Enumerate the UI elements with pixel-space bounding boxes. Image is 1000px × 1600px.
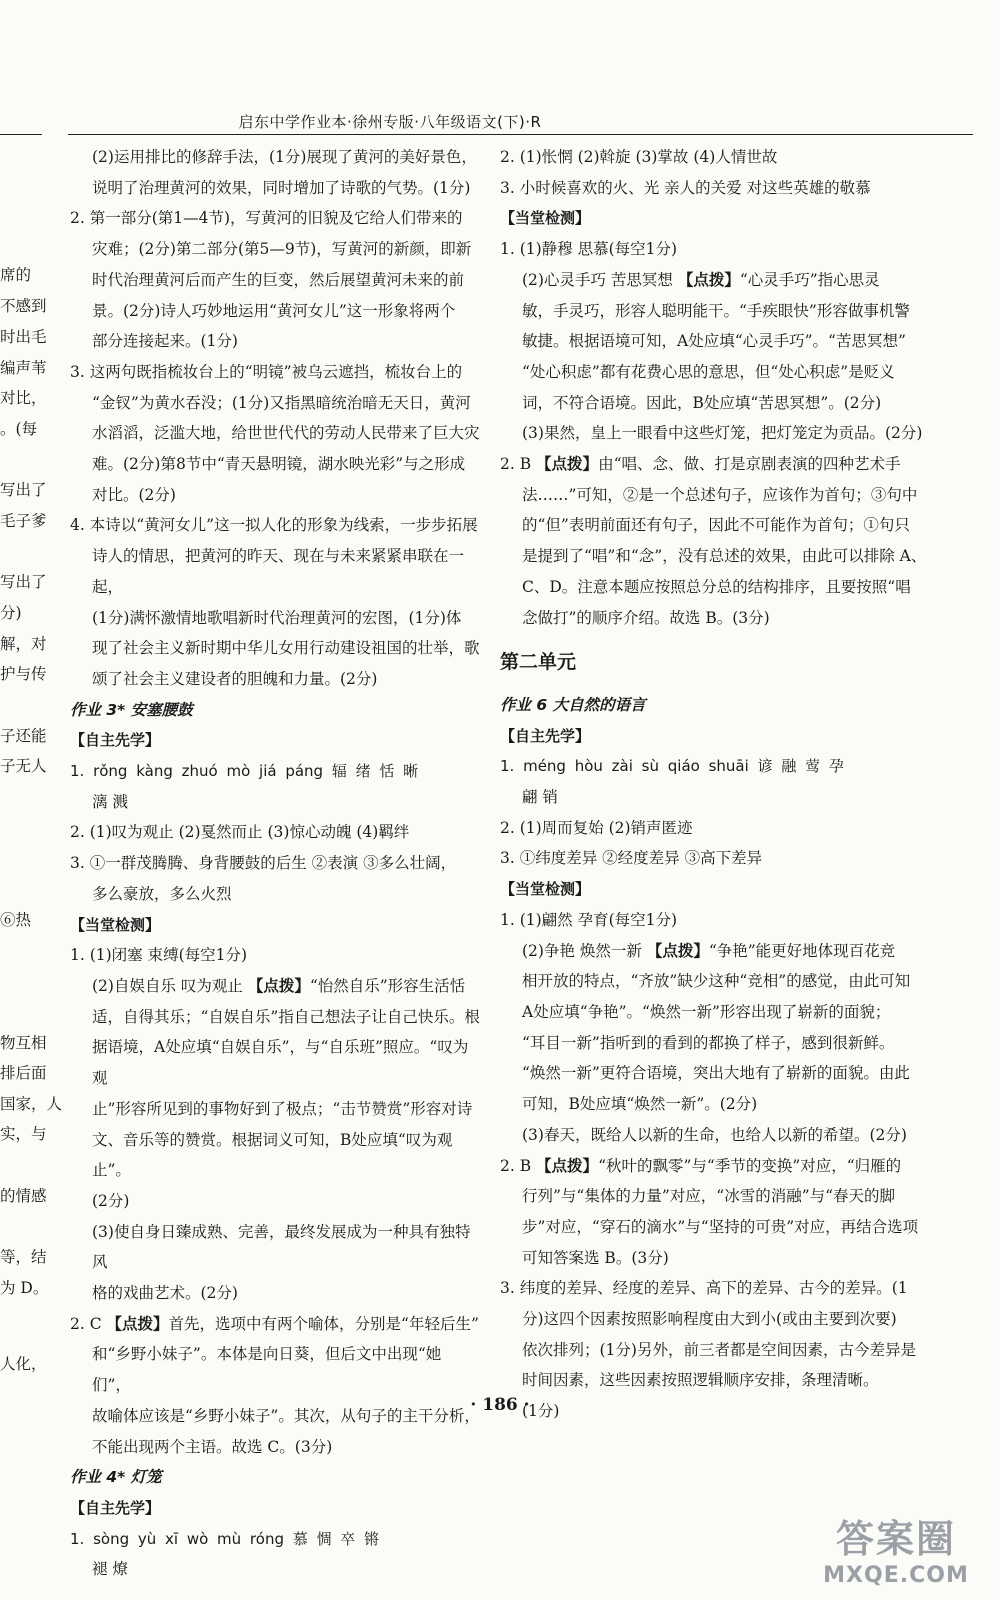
edge-fragment: 子无人 (0, 757, 47, 775)
page-header: 启东中学作业本·徐州专版·八年级语文(下)·R (238, 113, 542, 131)
tip-label: 【点拨】 (677, 270, 740, 289)
section-heading: 【当堂检测】 (500, 209, 591, 228)
section-heading: 【自主先学】 (500, 726, 591, 745)
answer-line: 和“乡野小妹子”。本体是向日葵，但后文中出现“她们”， (92, 1345, 442, 1395)
edge-fragment: 写出了 (0, 481, 47, 499)
edge-fragment: ⑥热 (0, 911, 32, 929)
answer-line: (1分) (522, 1402, 560, 1421)
answer-line: 3. ①一群茂腾腾、身背腰鼓的后生 ②表演 ③多么壮阔， (70, 854, 457, 873)
edge-fragment: 的情感 (0, 1187, 47, 1205)
answer-line: 部分连接起来。(1分) (92, 332, 238, 351)
tip-label: 【点拨】 (247, 976, 310, 995)
right-column (500, 142, 975, 1427)
answer-line: 可知答案选 B。(3分) (522, 1248, 669, 1267)
answer-line: 4. 本诗以“黄河女儿”这一拟人化的形象为线索，一步步拓展 (70, 516, 478, 535)
answer-line: 是提到了“唱”和“念”，没有总述的效果，由此可以排除 A、 (522, 547, 927, 566)
edge-fragment: 物互相 (0, 1034, 47, 1052)
answer-line: 的“但”表明前面还有句子，因此不可能作为首句；①句只 (522, 516, 910, 535)
answer-text: 2. B (500, 1156, 537, 1175)
answer-line: 格的戏曲艺术。(2分) (92, 1284, 238, 1303)
edge-fragment: 对比， (0, 389, 47, 407)
answer-text: 首先，选项中有两个喻体，分别是“年轻后生” (168, 1314, 479, 1333)
answer-text: “怡然自乐”形容生活恬 (309, 976, 466, 995)
answer-line: 行列”与“集体的力量”对应，“冰雪的消融”与“春天的脚 (522, 1187, 896, 1206)
answer-line: 1. (1)静穆 思慕(每空1分) (500, 240, 678, 259)
answer-line: 对比。(2分) (92, 485, 176, 504)
watermark-logo (816, 1508, 976, 1588)
watermark-text: 答案圈 (835, 1517, 956, 1561)
edge-fragment: 护与传 (0, 665, 47, 683)
edge-fragment: 国家，人 (0, 1095, 63, 1113)
answer-line: 分)这四个因素按照影响程度由大到小(或由主要到次要) (522, 1310, 897, 1329)
answer-line: “金钗”为黄水吞没；(1分)又指黑暗统治暗无天日，黄河 (92, 393, 471, 412)
answer-line: 3. 这两句既指梳妆台上的“明镜”被乌云遮挡，梳妆台上的 (70, 362, 463, 381)
answer-line: 颂了社会主义建设者的胆魄和力量。(2分) (92, 669, 378, 688)
answer-text: (2)争艳 焕然一新 (522, 941, 647, 960)
answer-line: 景。(2分)诗人巧妙地运用“黄河女儿”这一形象将两个 (92, 301, 456, 320)
answer-text: (2)自娱自乐 叹为观止 (92, 976, 248, 995)
edge-fragment: 排后面 (0, 1064, 47, 1082)
answer-text: (2)心灵手巧 苦思冥想 (522, 270, 678, 289)
answer-line: 时代治理黄河后而产生的巨变，然后展望黄河未来的前 (92, 270, 465, 289)
answer-line: (3)春天，既给人以新的生命，也给人以新的希望。(2分) (522, 1125, 907, 1144)
assignment-heading: 作业 4* 灯笼 (70, 1468, 162, 1487)
answer-line: 文、音乐等的赞赏。根据词义可知，B处应填“叹为观止”。 (92, 1130, 453, 1180)
answer-line: 褪 燎 (92, 1560, 128, 1579)
answer-line: 2. (1)周而复始 (2)销声匿迹 (500, 818, 693, 837)
answer-line: “处心积虑”都有花费心思的意思，但“处心积虑”是贬义 (522, 362, 895, 381)
answer-line: 漓 溅 (92, 792, 128, 811)
tip-label: 【点拨】 (536, 455, 599, 474)
answer-line: 故喻体应该是“乡野小妹子”。其次，从句子的主干分析， (92, 1406, 480, 1425)
edge-fragment: 实，与 (0, 1125, 47, 1143)
answer-line (500, 449, 975, 480)
page-number: · 186 · (470, 1395, 530, 1415)
answer-line: 水滔滔，泛滥大地，给世世代代的劳动人民带来了巨大灾 (92, 424, 480, 443)
answer-line (500, 265, 975, 296)
edge-fragment: 。(每 (0, 420, 38, 438)
answer-line: 敏捷。根据语境可知，A处应填“心灵手巧”。“苦思冥想” (522, 332, 906, 351)
answer-line: 2. (1)叹为观止 (2)戛然而止 (3)惊心动魄 (4)羁绊 (70, 823, 410, 842)
answer-text: “争艳”能更好地体现百花竞 (708, 941, 896, 960)
answer-text: 2. B (500, 455, 537, 474)
answer-line: 依次排列；(1分)另外，前三者都是空间因素，古今差异是 (522, 1340, 916, 1359)
tip-label: 【点拨】 (106, 1314, 169, 1333)
answer-line: 3. 小时候喜欢的火、光 亲人的关爱 对这些英雄的敬慕 (500, 178, 871, 197)
edge-fragment: 子还能 (0, 727, 47, 745)
answer-line: 灾难；(2分)第二部分(第5—9节)，写黄河的新颜，即新 (92, 240, 472, 259)
header-rule-left (0, 134, 42, 135)
edge-fragment: 时出毛 (0, 328, 47, 346)
answer-text: “秋叶的飘零”与“季节的变换”对应，“归雁的 (598, 1156, 902, 1175)
edge-fragment: 写出了 (0, 573, 47, 591)
answer-line: 止”形容所见到的事物好到了极点；“击节赞赏”形容对诗 (92, 1099, 473, 1118)
answer-line (70, 1309, 480, 1340)
edge-fragment: 不感到 (0, 297, 47, 315)
edge-fragment: 为 D。 (0, 1279, 49, 1297)
answer-text: 2. C (70, 1314, 107, 1333)
answer-line: 现了社会主义新时期中华儿女用行动建设祖国的壮举，歌 (92, 639, 480, 658)
header-rule (68, 134, 973, 135)
answer-line: 相开放的特点，“齐放”缺少这种“竞相”的感觉，由此可知 (522, 972, 911, 991)
edge-fragment: 等，结 (0, 1248, 47, 1266)
edge-fragment: 人化， (0, 1355, 47, 1373)
answer-line: 据语境，A处应填“自娱自乐”，与“自乐班”照应。“叹为观 (92, 1038, 469, 1088)
tip-label: 【点拨】 (646, 941, 709, 960)
answer-line: 1. (1)闭塞 束缚(每空1分) (70, 946, 248, 965)
answer-line: (2)运用排比的修辞手法，(1分)展现了黄河的美好景色， (92, 148, 477, 166)
answer-line: 不能出现两个主语。故选 C。(3分) (92, 1437, 333, 1456)
section-heading: 【当堂检测】 (70, 915, 161, 934)
edge-fragment: 解，对 (0, 635, 47, 653)
answer-line: 2. 第一部分(第1—4节)，写黄河的旧貌及它给人们带来的 (70, 209, 463, 228)
answer-line: 3. 纬度的差异、经度的差异、高下的差异、古今的差异。(1 (500, 1279, 908, 1298)
answer-text: 由“唱、念、做、打是京剧表演的四种艺术手 (598, 455, 901, 474)
answer-line: “耳目一新”指听到的看到的都换了样子，感到很新鲜。 (522, 1033, 895, 1052)
left-column (70, 142, 480, 1585)
answer-line: 敏，手灵巧，形容人聪明能干。“手疾眼快”形容做事机警 (522, 301, 910, 320)
section-heading: 【自主先学】 (70, 1498, 161, 1517)
answer-line: 步”对应，“穿石的滴水”与“坚持的可贵”对应，再结合选项 (522, 1217, 919, 1236)
answer-line (500, 1151, 975, 1182)
assignment-heading: 作业 6 大自然的语言 (500, 695, 646, 714)
answer-text: “心灵手巧”指心思灵 (739, 270, 880, 289)
answer-line: 3. ①纬度差异 ②经度差异 ③高下差异 (500, 849, 763, 868)
answer-line: “焕然一新”更符合语境，突出大地有了崭新的面貌。由此 (522, 1064, 910, 1083)
answer-line: 可知，B处应填“焕然一新”。(2分) (522, 1095, 758, 1114)
answer-line: (1分)满怀激情地歌唱新时代治理黄河的宏图，(1分)体 (92, 608, 462, 627)
answer-line: 翩 销 (522, 788, 558, 807)
unit-heading: 第二单元 (500, 651, 577, 674)
answer-line: 1. sòng yù xī wò mù róng 慕 惆 卒 锵 (70, 1529, 380, 1548)
answer-line: 念做打”的顺序介绍。故选 B。(3分) (522, 608, 770, 627)
answer-line (70, 971, 480, 1002)
tip-label: 【点拨】 (536, 1156, 599, 1175)
answer-line: (2分) (92, 1191, 130, 1210)
answer-line: 说明了治理黄河的效果，同时增加了诗歌的气势。(1分) (92, 178, 471, 197)
answer-line: 词，不符合语境。因此，B处应填“苦思冥想”。(2分) (522, 393, 882, 412)
edge-fragment: 分) (0, 604, 22, 622)
section-heading: 【当堂检测】 (500, 880, 591, 899)
answer-line: C、D。注意本题应按照总分总的结构排序，且要按照“唱 (522, 577, 911, 596)
answer-line: (3)使自身日臻成熟、完善，最终发展成为一种具有独特风 (92, 1222, 471, 1272)
edge-fragment: 毛子爹 (0, 512, 47, 530)
answer-line: A处应填“争艳”。“焕然一新”形容出现了崭新的面貌； (522, 1002, 891, 1021)
edge-fragment: 席的 (0, 266, 32, 284)
answer-line: 1. méng hòu zài sù qiáo shuāi 谚 融 莺 孕 (500, 757, 844, 776)
answer-line: (3)果然，皇上一眼看中这些灯笼，把灯笼定为贡品。(2分) (522, 424, 923, 443)
answer-line (500, 936, 975, 967)
edge-fragment: 编声苇 (0, 359, 47, 377)
answer-line: 诗人的情思，把黄河的昨天、现在与未来紧紧串联在一起， (92, 547, 465, 596)
section-heading: 【自主先学】 (70, 731, 161, 750)
answer-line: 时间因素，这些因素按照逻辑顺序安排，条理清晰。 (522, 1371, 879, 1390)
answer-line: 适，自得其乐；“自娱自乐”指自己想法子让自己快乐。根 (92, 1007, 480, 1026)
answer-line: 1. rǒng kàng zhuó mò jiá páng 辐 绪 恬 晰 (70, 762, 419, 781)
answer-line: 多么豪放，多么火烈 (92, 884, 232, 903)
assignment-heading: 作业 3* 安塞腰鼓 (70, 700, 193, 719)
watermark-url: MXQE.COM (823, 1563, 969, 1588)
answer-line: 法……”可知，②是一个总述句子，应该作为首句；③句中 (522, 485, 918, 504)
answer-line: 2. (1)怅惘 (2)斡旋 (3)掌故 (4)人情世故 (500, 148, 778, 166)
answer-line: 难。(2分)第8节中“青天悬明镜，湖水映光彩”与之形成 (92, 455, 466, 474)
answer-line: 1. (1)翩然 孕育(每空1分) (500, 910, 678, 929)
